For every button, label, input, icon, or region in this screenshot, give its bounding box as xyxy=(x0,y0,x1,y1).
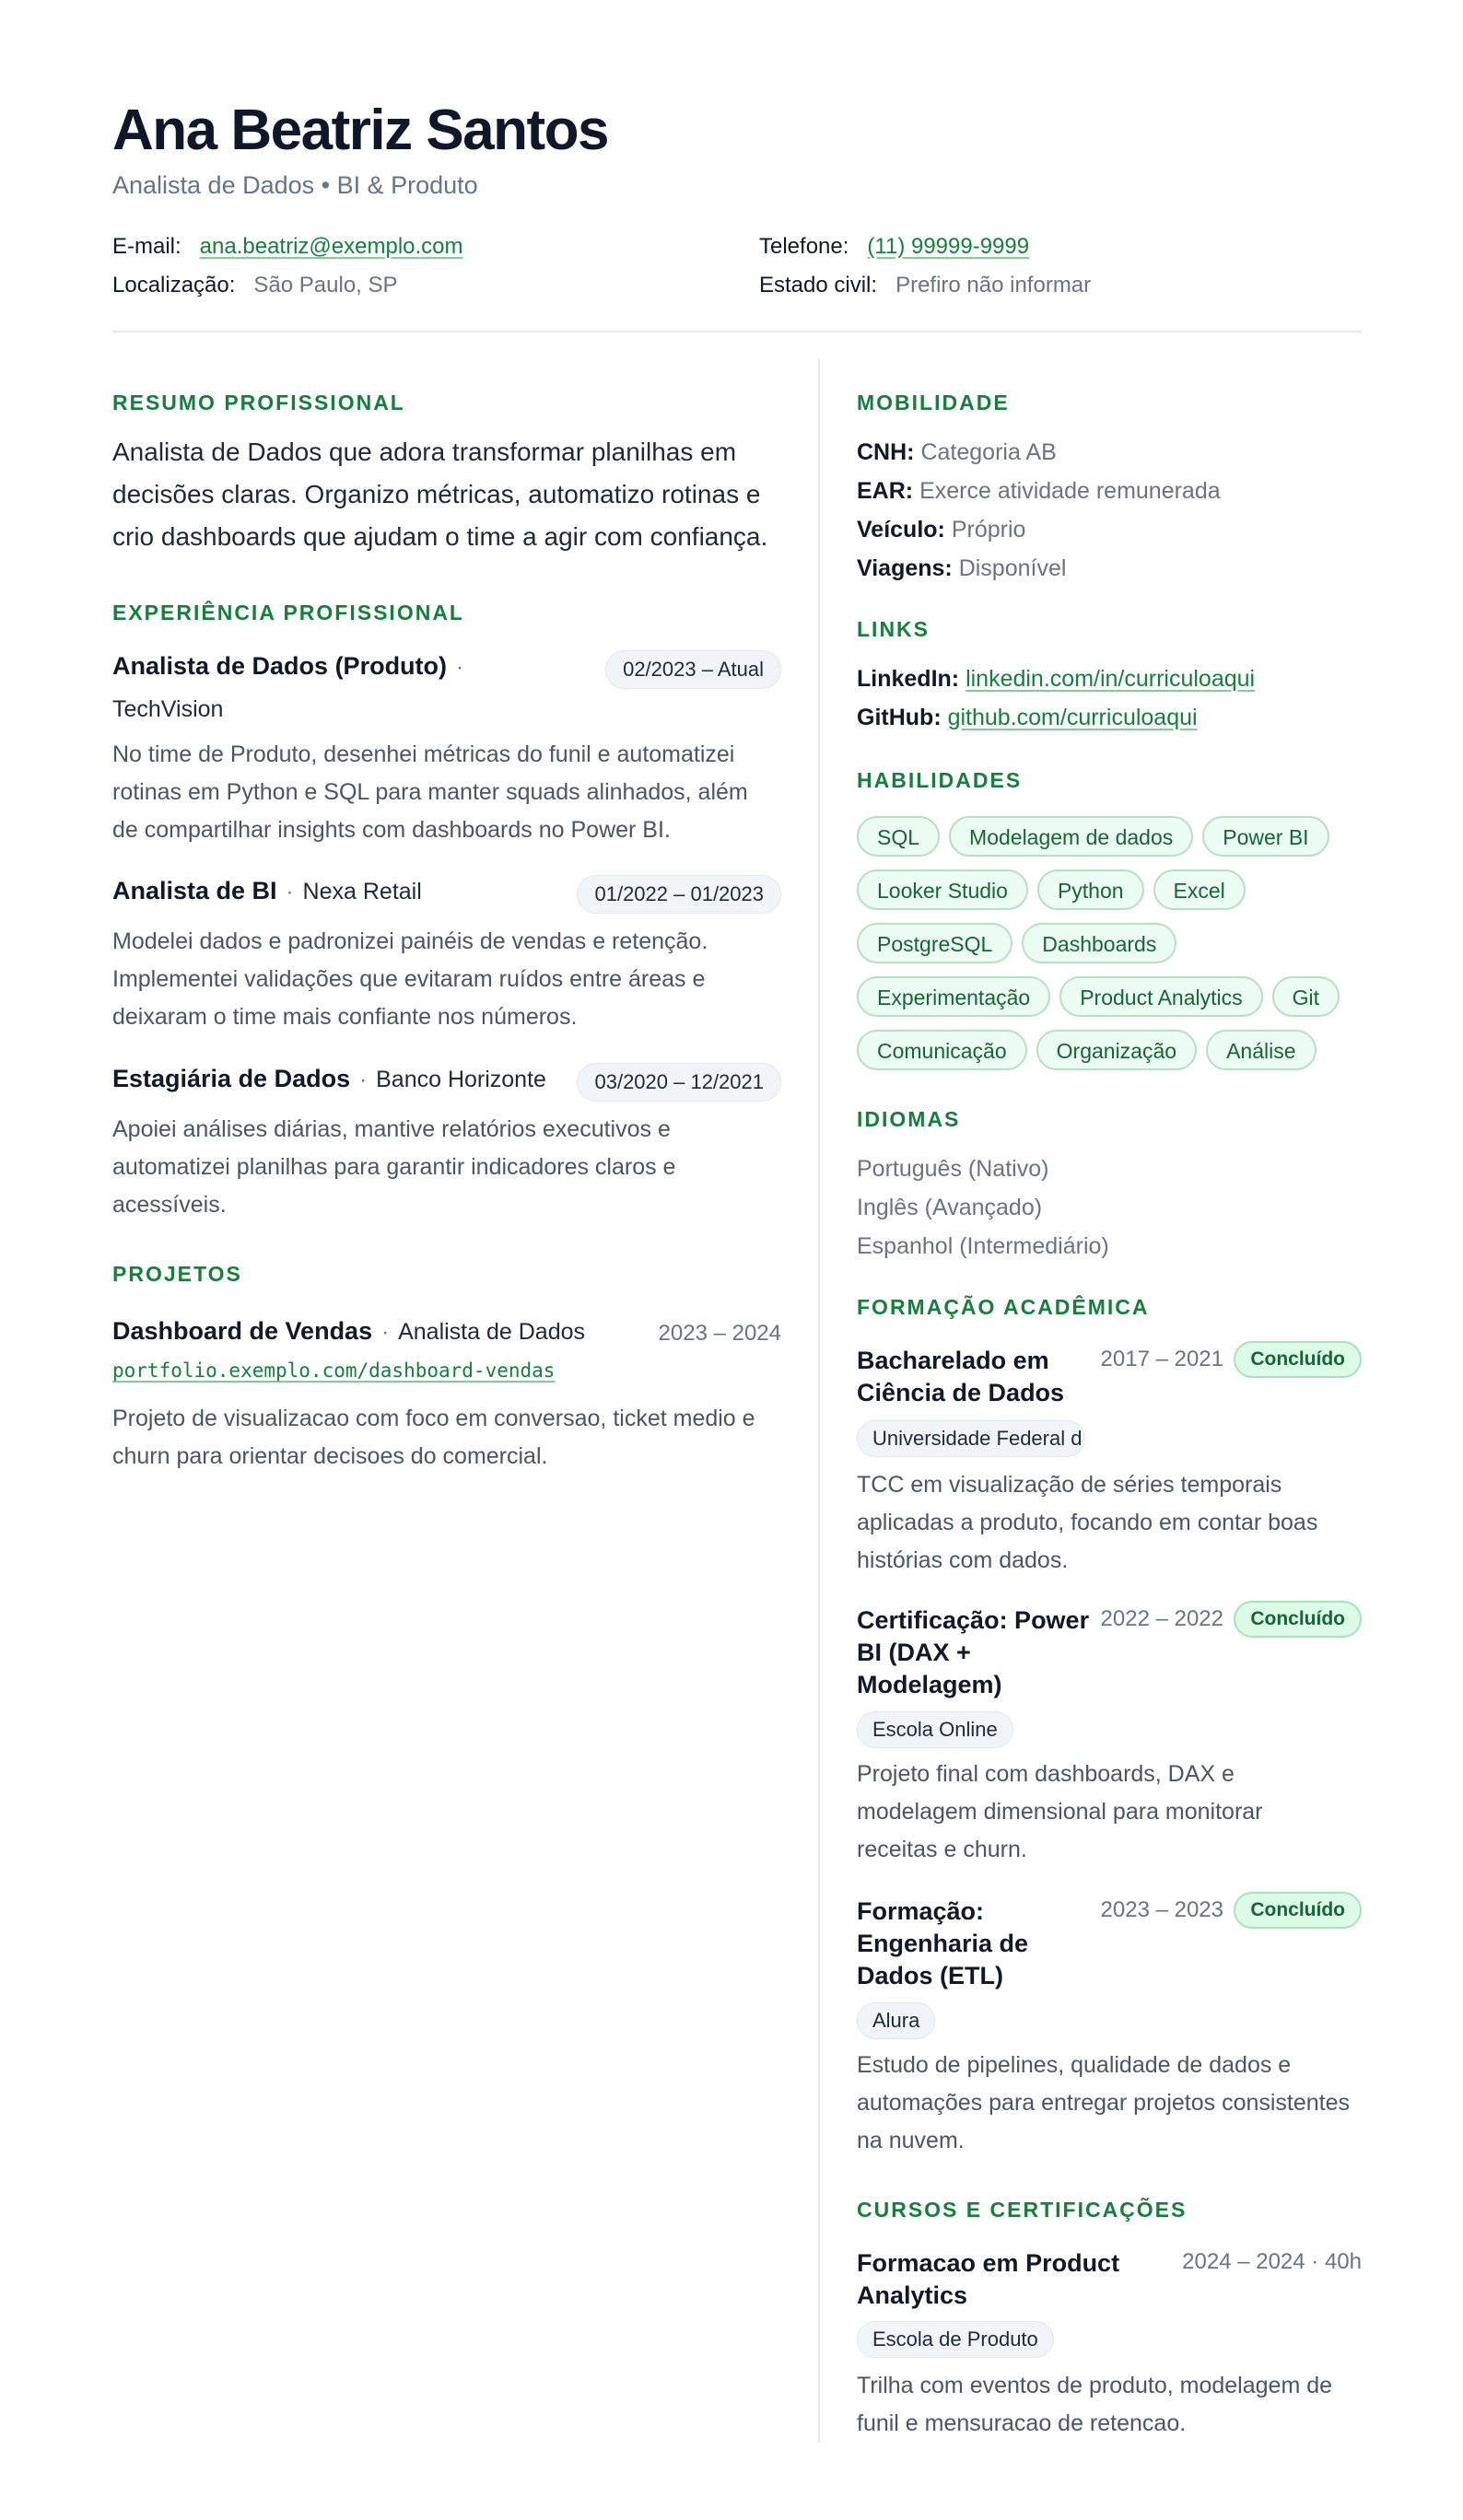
description-line: Projeto final com dashboards, DAX e xyxy=(857,1761,1235,1787)
separator-dot: · xyxy=(456,655,464,680)
phone-link[interactable]: (11) 99999-9999 xyxy=(867,234,1030,259)
course-title: Formacao em Product Analytics xyxy=(857,2249,1120,2309)
skill-chip: PostgreSQL xyxy=(857,923,1012,963)
project-title: Dashboard de Vendas xyxy=(112,1317,373,1345)
description-line: No time de Produto, desenhei métricas do funil e automatizei xyxy=(112,741,735,767)
job-header xyxy=(112,652,781,698)
project-role: Analista de Dados xyxy=(398,1319,585,1345)
education-institution-row xyxy=(857,1711,1362,1753)
section-title-education: FORMAÇÃO ACADÊMICA xyxy=(857,1295,1150,1319)
description-line: Apoiei análises diárias, mantive relatórios executivos e xyxy=(112,1116,671,1142)
candidate-name: Ana Beatriz Santos xyxy=(112,99,609,162)
skill-chip: Product Analytics xyxy=(1059,976,1262,1017)
separator-dot: · xyxy=(286,880,294,904)
section-title-summary: RESUMO PROFISSIONAL xyxy=(112,391,405,414)
skill-chip: Power BI xyxy=(1202,816,1328,857)
header-divider xyxy=(112,331,1362,332)
job-company: TechVision xyxy=(112,696,224,722)
status-badge: Concluído xyxy=(1234,1892,1362,1929)
course-institution-row xyxy=(857,2321,1362,2362)
civil-status-label: Estado civil: xyxy=(759,273,878,298)
job-dates: 03/2020 – 12/2021 xyxy=(577,1063,781,1102)
link-item-github: GitHub: github.com/curriculoaqui xyxy=(857,705,1198,730)
mobility-item: Veículo: Próprio xyxy=(857,517,1026,542)
course-item xyxy=(857,2247,1362,2316)
email-label: E-mail: xyxy=(112,234,181,259)
skill-chip: Python xyxy=(1037,869,1144,910)
skill-chip: Git xyxy=(1272,976,1340,1017)
job-title: Analista de BI xyxy=(112,877,277,904)
skill-chip: Dashboards xyxy=(1022,923,1176,963)
contact-phone xyxy=(759,234,1029,260)
description-line: Implementei validações que evitaram ruídos entre áreas e xyxy=(112,966,706,992)
phone-label: Telefone: xyxy=(759,234,849,259)
education-description xyxy=(857,1756,1362,1869)
education-item xyxy=(857,1345,1362,1418)
status-badge: Concluído xyxy=(1234,1341,1362,1378)
section-title-links: LINKS xyxy=(857,617,930,641)
contact-civil-status xyxy=(759,273,1091,298)
github-link[interactable]: github.com/curriculoaqui xyxy=(947,705,1198,730)
skill-chip: Experimentação xyxy=(857,976,1050,1017)
mobility-item: CNH: Categoria AB xyxy=(857,439,1057,465)
course-description xyxy=(857,2367,1362,2443)
candidate-headline: Analista de Dados • BI & Produto xyxy=(112,171,478,199)
course-years: 2024 – 2024 · 40h xyxy=(1182,2249,1362,2274)
civil-status-value: Prefiro não informar xyxy=(895,273,1092,298)
description-line: Trilha com eventos de produto, modelagem de xyxy=(857,2373,1333,2398)
section-title-skills: HABILIDADES xyxy=(857,768,1023,792)
job-header xyxy=(112,877,781,923)
job-description xyxy=(112,923,781,1036)
status-badge: Concluído xyxy=(1234,1601,1362,1638)
description-line: TCC em visualização de séries temporais xyxy=(857,1472,1282,1498)
language-item: Espanhol (Intermediário) xyxy=(857,1233,1109,1259)
job-dates: 02/2023 – Atual xyxy=(605,650,781,689)
description-line: de compartilhar insights com dashboards no Power BI. xyxy=(112,817,671,843)
institution-badge: Alura xyxy=(857,2002,935,2039)
project-header xyxy=(112,1317,781,1354)
section-title-courses: CURSOS E CERTIFICAÇÕES xyxy=(857,2198,1188,2222)
link-item-linkedin: LinkedIn: linkedin.com/in/curriculoaqui xyxy=(857,666,1256,692)
job-dates: 01/2022 – 01/2023 xyxy=(577,875,781,914)
separator-dot: · xyxy=(359,1068,368,1092)
email-link[interactable]: ana.beatriz@exemplo.com xyxy=(199,234,463,259)
education-years: 2022 – 2022 xyxy=(1100,1606,1223,1631)
links-list xyxy=(857,659,1362,737)
languages-list xyxy=(857,1149,1362,1266)
description-line: acessíveis. xyxy=(112,1192,227,1218)
job-title: Analista de Dados (Produto) xyxy=(112,652,448,680)
skill-chip: Modelagem de dados xyxy=(949,816,1193,857)
project-link[interactable]: portfolio.exemplo.com/dashboard-vendas xyxy=(112,1359,556,1382)
linkedin-link[interactable]: linkedin.com/in/curriculoaqui xyxy=(966,666,1256,692)
job-description xyxy=(112,736,781,849)
project-link-row xyxy=(112,1359,781,1382)
job-company: Nexa Retail xyxy=(302,879,422,904)
column-divider xyxy=(818,359,820,2443)
education-item xyxy=(857,1604,1362,1706)
skill-chip: Excel xyxy=(1153,869,1246,910)
education-years: 2017 – 2021 xyxy=(1100,1347,1223,1371)
section-title-experience: EXPERIÊNCIA PROFISSIONAL xyxy=(112,601,464,624)
description-line: rotinas em Python e SQL para manter squads alinhados, além xyxy=(112,779,748,805)
contact-email xyxy=(112,234,463,260)
mobility-item: EAR: Exerce atividade remunerada xyxy=(857,478,1221,504)
location-label: Localização: xyxy=(112,273,236,298)
education-title: Formação: Engenharia de Dados (ETL) xyxy=(857,1897,1029,1989)
skill-chip: Looker Studio xyxy=(857,869,1028,910)
job-title: Estagiária de Dados xyxy=(112,1065,351,1092)
section-title-languages: IDIOMAS xyxy=(857,1107,961,1131)
section-title-projects: PROJETOS xyxy=(112,1262,242,1286)
summary-line: Analista de Dados que adora transformar planilhas em xyxy=(112,438,737,466)
project-description xyxy=(112,1400,781,1476)
skills-list xyxy=(857,816,1373,1070)
language-item: Português (Nativo) xyxy=(857,1156,1049,1182)
mobility-item: Viagens: Disponível xyxy=(857,555,1067,581)
skill-chip: SQL xyxy=(857,816,940,857)
description-line: modelagem dimensional para monitorar xyxy=(857,1799,1263,1825)
description-line: receitas e churn. xyxy=(857,1837,1027,1862)
skill-chip: Análise xyxy=(1206,1030,1316,1070)
description-line: automações para entregar projetos consistentes xyxy=(857,2090,1351,2116)
description-line: histórias com dados. xyxy=(857,1547,1069,1573)
institution-badge: Escola Online xyxy=(857,1711,1013,1748)
section-title-mobility: MOBILIDADE xyxy=(857,391,1010,414)
summary-line: decisões claras. Organizo métricas, automatizo rotinas e xyxy=(112,480,761,508)
institution-badge: Universidade Federal d xyxy=(857,1420,1085,1457)
mobility-list xyxy=(857,433,1362,588)
language-item: Inglês (Avançado) xyxy=(857,1195,1043,1220)
description-line: aplicadas a produto, focando em contar boas xyxy=(857,1510,1318,1535)
education-years: 2023 – 2023 xyxy=(1100,1897,1223,1922)
location-value: São Paulo, SP xyxy=(253,273,398,298)
description-line: churn para orientar decisoes do comercial. xyxy=(112,1443,548,1469)
education-institution-row xyxy=(857,2002,1362,2044)
description-line: Modelei dados e padronizei painéis de vendas e retenção. xyxy=(112,928,708,954)
job-header xyxy=(112,1065,781,1111)
separator-dot: · xyxy=(381,1320,390,1345)
description-line: automatizei planilhas para garantir indicadores claros e xyxy=(112,1154,676,1180)
education-institution-row xyxy=(857,1420,1362,1462)
education-item xyxy=(857,1896,1362,1997)
description-line: funil e mensuracao de retencao. xyxy=(857,2410,1187,2436)
education-title: Certificação: Power BI (DAX + Modelagem) xyxy=(857,1606,1090,1698)
education-title: Bacharelado em Ciência de Dados xyxy=(857,1347,1065,1406)
skill-chip: Comunicação xyxy=(857,1030,1027,1070)
education-description xyxy=(857,2047,1362,2160)
description-line: deixaram o time mais confiante nos números. xyxy=(112,1004,578,1030)
institution-badge: Escola de Produto xyxy=(857,2321,1054,2358)
skill-chip: Organização xyxy=(1036,1030,1197,1070)
description-line: Projeto de visualizacao com foco em conversao, ticket medio e xyxy=(112,1406,755,1431)
description-line: na nuvem. xyxy=(857,2128,965,2153)
education-description xyxy=(857,1466,1362,1580)
job-company: Banco Horizonte xyxy=(376,1067,546,1092)
contact-location xyxy=(112,273,398,298)
project-dates: 2023 – 2024 xyxy=(658,1321,781,1346)
summary-text xyxy=(112,431,781,558)
job-description xyxy=(112,1111,781,1224)
summary-line: crio dashboards que ajudam o time a agir com confiança. xyxy=(112,522,768,551)
description-line: Estudo de pipelines, qualidade de dados e xyxy=(857,2052,1292,2078)
